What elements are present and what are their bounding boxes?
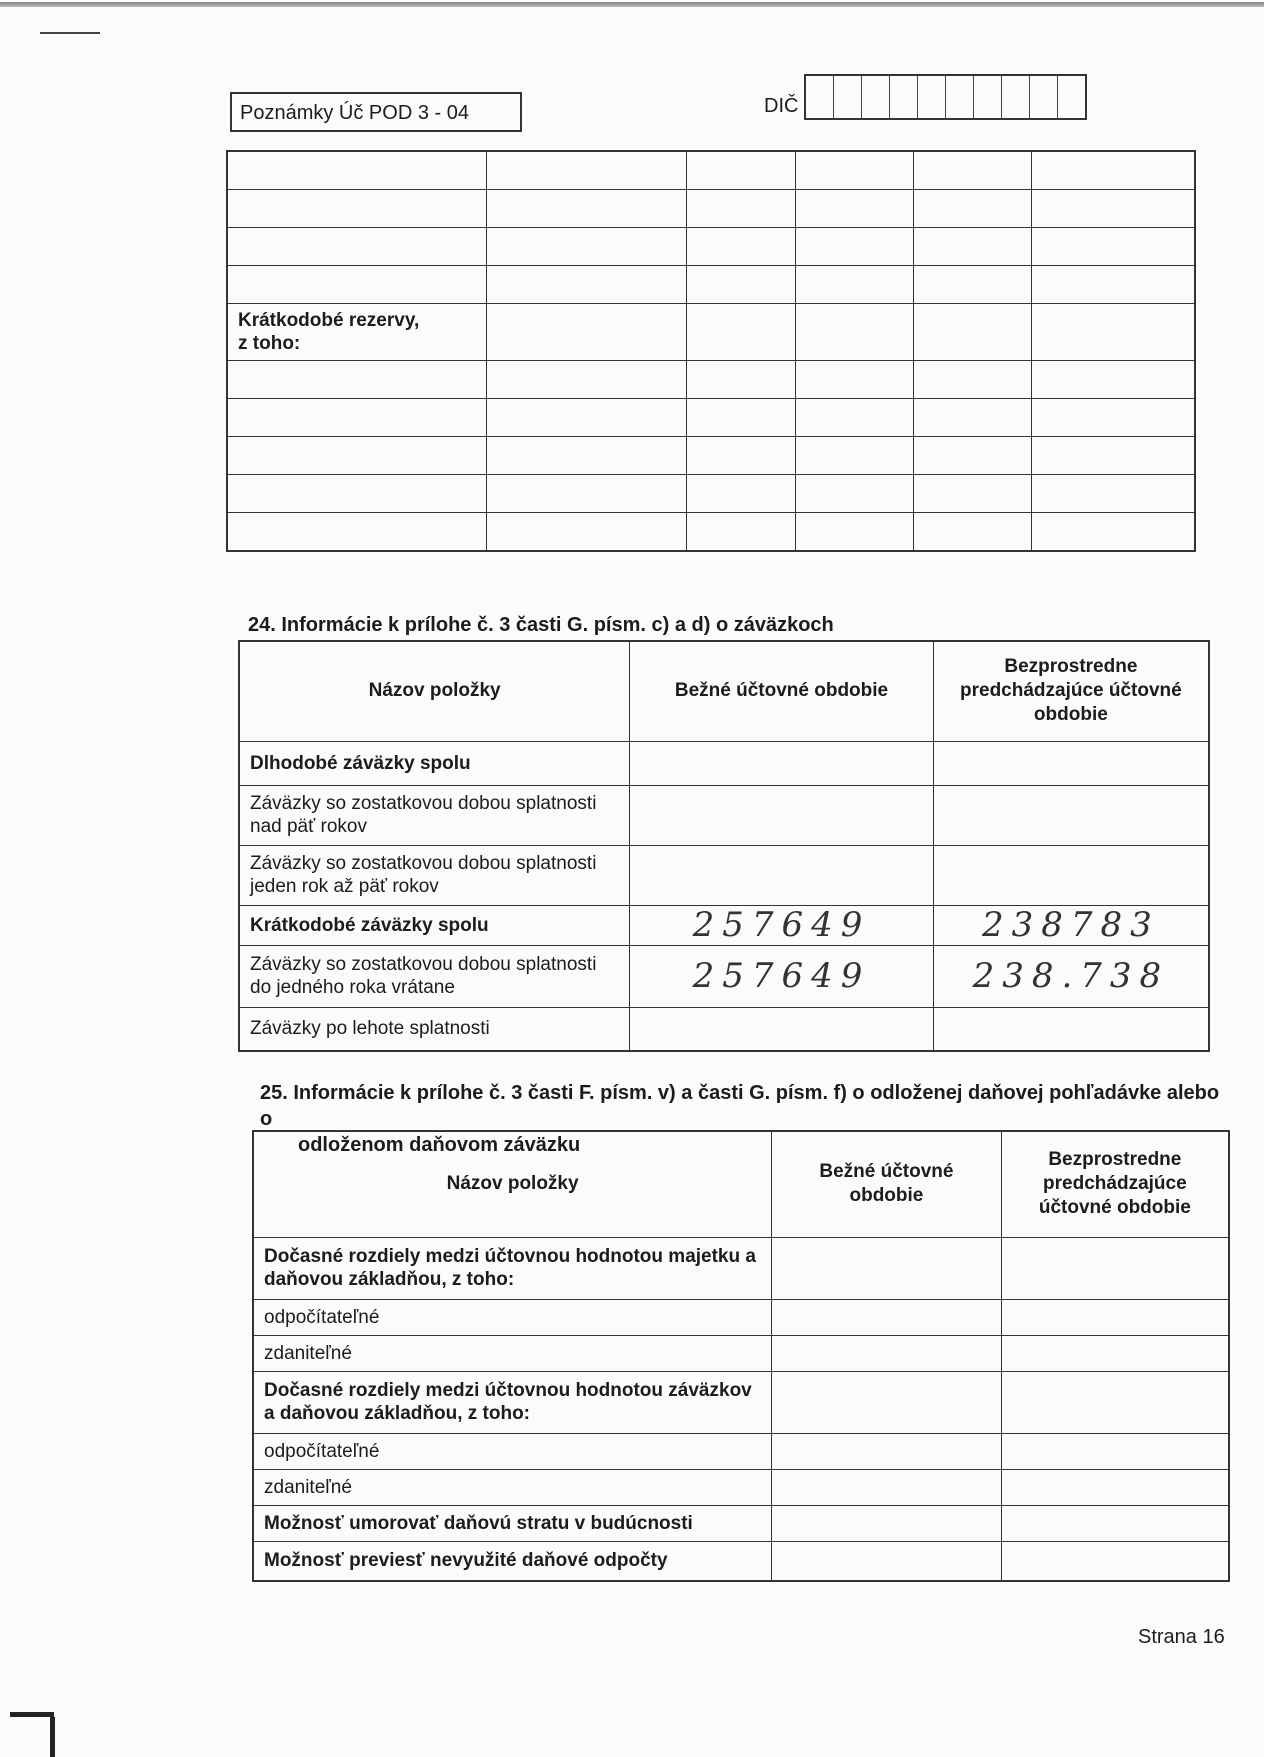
table-cell: [487, 304, 687, 361]
table-cell: [772, 1541, 1002, 1581]
table-cell: [1031, 361, 1195, 399]
handwritten-current: 257649: [630, 905, 934, 945]
table-cell: [1031, 437, 1195, 475]
row-label: odpočítateľné: [253, 1299, 772, 1335]
table-row: [227, 361, 1195, 399]
table-cell: [686, 304, 796, 361]
dic-label: DIČ: [764, 95, 799, 117]
dic-cell: [946, 76, 974, 118]
dic-cells: [804, 74, 1087, 120]
table-row: [227, 513, 1195, 552]
row-label: zdaniteľné: [253, 1335, 772, 1371]
dic-field: [764, 74, 1087, 120]
table-row: [253, 1335, 1229, 1371]
table-cell: [1031, 475, 1195, 513]
table-row: [253, 1541, 1229, 1581]
table-cell: [227, 190, 487, 228]
row-label: Krátkodobé záväzky spolu: [239, 905, 630, 945]
row-label: Dočasné rozdiely medzi účtovnou hodnotou záväzkov a daňovou základňou, z toho:: [253, 1371, 772, 1433]
row-label: Dočasné rozdiely medzi účtovnou hodnotou majetku a daňovou základňou, z toho:: [253, 1237, 772, 1299]
table-cell: [227, 361, 487, 399]
section-24-title: 24. Informácie k prílohe č. 3 časti G. písm. c) a d) o záväzkoch: [248, 614, 834, 636]
col-name-header: Názov položky: [239, 641, 630, 741]
table-row: [253, 1371, 1229, 1433]
table-row: [227, 151, 1195, 190]
handwritten-previous: 238.738: [933, 945, 1209, 1007]
table-cell: [487, 190, 687, 228]
table-cell: [772, 1299, 1002, 1335]
row-label: Možnosť previesť nevyužité daňové odpočty: [253, 1541, 772, 1581]
table-cell: [686, 190, 796, 228]
table-cell: [796, 228, 914, 266]
table-cell: [914, 190, 1032, 228]
table-cell: [1031, 513, 1195, 552]
table-cell: [772, 1433, 1002, 1469]
table-cell: [686, 228, 796, 266]
table-cell: [227, 266, 487, 304]
table-cell: [914, 361, 1032, 399]
table-cell: [796, 513, 914, 552]
table-row: [239, 785, 1209, 845]
table-header-row: [239, 641, 1209, 741]
dic-cell: [862, 76, 890, 118]
table-row: [227, 228, 1195, 266]
table-cell: [1001, 1541, 1229, 1581]
table-cell: [1001, 1469, 1229, 1505]
table-cell: [772, 1469, 1002, 1505]
table-cell: [772, 1371, 1002, 1433]
table-cell: [227, 437, 487, 475]
table-row: [253, 1299, 1229, 1335]
table-cell: [1001, 1237, 1229, 1299]
cell-previous: [933, 785, 1209, 845]
table-header-row: [253, 1131, 1229, 1237]
table-cell: [1001, 1371, 1229, 1433]
table-cell: [686, 513, 796, 552]
table-row: [253, 1237, 1229, 1299]
table-cell: [1031, 151, 1195, 190]
scan-mark-bottom: [10, 1712, 54, 1757]
table-cell: [1001, 1505, 1229, 1541]
col-current-header: Bežné účtovné obdobie: [772, 1131, 1002, 1237]
reserves-label: Krátkodobé rezervy, z toho:: [227, 304, 487, 361]
col-previous-header: Bezprostredne predchádzajúce účtovné obdobie: [1001, 1131, 1229, 1237]
table-cell: [772, 1335, 1002, 1371]
table-row: [227, 399, 1195, 437]
cell-current: [630, 741, 934, 785]
row-label: Záväzky po lehote splatnosti: [239, 1007, 630, 1051]
table-cell: [1031, 304, 1195, 361]
row-label: Záväzky so zostatkovou dobou splatnosti nad päť rokov: [239, 785, 630, 845]
table-cell: [914, 437, 1032, 475]
deferred-tax-table: [252, 1130, 1230, 1582]
dic-cell: [1030, 76, 1058, 118]
table-cell: [686, 151, 796, 190]
table-cell: [227, 228, 487, 266]
table-cell: [1031, 399, 1195, 437]
table-row: [227, 190, 1195, 228]
table-cell: [487, 399, 687, 437]
table-cell: [914, 475, 1032, 513]
row-label: Záväzky so zostatkovou dobou splatnosti jeden rok až päť rokov: [239, 845, 630, 905]
table-cell: [796, 437, 914, 475]
col-current-header: Bežné účtovné obdobie: [630, 641, 934, 741]
table-cell: [1031, 266, 1195, 304]
table-row: [239, 1007, 1209, 1051]
liabilities-table: [238, 640, 1210, 1052]
table-cell: [796, 151, 914, 190]
table-cell: [487, 151, 687, 190]
table-cell: [487, 228, 687, 266]
table-cell: [227, 151, 487, 190]
table-cell: [772, 1505, 1002, 1541]
table-cell: [686, 399, 796, 437]
table-cell: [227, 475, 487, 513]
table-row: [239, 741, 1209, 785]
table-cell: [1001, 1335, 1229, 1371]
table-row: [253, 1433, 1229, 1469]
table-cell: [914, 399, 1032, 437]
table-cell: [1001, 1299, 1229, 1335]
table-cell: [914, 304, 1032, 361]
dic-cell: [918, 76, 946, 118]
dic-cell: [1002, 76, 1030, 118]
section-25-title-line2: odloženom daňovom záväzku: [298, 1134, 581, 1156]
table-cell: [796, 361, 914, 399]
table-row: [227, 437, 1195, 475]
col-previous-header: Bezprostredne predchádzajúce účtovné obdobie: [933, 641, 1209, 741]
table-cell: [686, 266, 796, 304]
dic-cell: [974, 76, 1002, 118]
table-row: [239, 905, 1209, 945]
page-number: Strana 16: [1138, 1626, 1225, 1648]
cell-current: [630, 785, 934, 845]
table-cell: [686, 361, 796, 399]
table-cell: [227, 513, 487, 552]
table-row: [227, 266, 1195, 304]
cell-previous: [933, 741, 1209, 785]
section-25-title-line1: 25. Informácie k prílohe č. 3 časti F. písm. v) a časti G. písm. f) o odloženej daňovej pohľadávke alebo o: [260, 1082, 1220, 1130]
table-cell: [772, 1237, 1002, 1299]
form-label: Poznámky Úč POD 3 - 04: [240, 102, 469, 124]
table-row: [227, 304, 1195, 361]
row-label: Dlhodobé záväzky spolu: [239, 741, 630, 785]
reserves-table: [226, 150, 1196, 552]
table-cell: [796, 304, 914, 361]
row-label: zdaniteľné: [253, 1469, 772, 1505]
dic-cell: [806, 76, 834, 118]
table-cell: [914, 151, 1032, 190]
table-cell: [487, 475, 687, 513]
cell-previous: [933, 845, 1209, 905]
handwritten-previous: 238783: [933, 905, 1209, 945]
cell-previous: [933, 1007, 1209, 1051]
table-cell: [1031, 228, 1195, 266]
table-cell: [1001, 1433, 1229, 1469]
table-cell: [914, 513, 1032, 552]
table-cell: [914, 266, 1032, 304]
dic-cell: [1058, 76, 1085, 118]
table-row: [239, 945, 1209, 1007]
table-cell: [487, 513, 687, 552]
cell-current: [630, 845, 934, 905]
row-label: odpočítateľné: [253, 1433, 772, 1469]
table-cell: [227, 399, 487, 437]
table-cell: [487, 437, 687, 475]
col-name-header: Názov položky: [253, 1131, 772, 1237]
table-row: [253, 1505, 1229, 1541]
row-label: Záväzky so zostatkovou dobou splatnosti do jedného roka vrátane: [239, 945, 630, 1007]
scan-mark-top: [40, 32, 100, 34]
handwritten-current: 257649: [630, 945, 934, 1007]
table-row: [239, 845, 1209, 905]
table-cell: [1031, 190, 1195, 228]
dic-cell: [834, 76, 862, 118]
cell-current: [630, 1007, 934, 1051]
table-cell: [487, 266, 687, 304]
table-cell: [487, 361, 687, 399]
table-cell: [796, 190, 914, 228]
table-cell: [796, 475, 914, 513]
row-label: Možnosť umorovať daňovú stratu v budúcnosti: [253, 1505, 772, 1541]
table-row: [227, 475, 1195, 513]
scan-edge-top: [0, 2, 1264, 7]
dic-cell: [890, 76, 918, 118]
table-cell: [914, 228, 1032, 266]
table-row: [253, 1469, 1229, 1505]
table-cell: [686, 475, 796, 513]
table-cell: [796, 399, 914, 437]
table-cell: [796, 266, 914, 304]
form-label-box: [230, 92, 522, 132]
table-cell: [686, 437, 796, 475]
